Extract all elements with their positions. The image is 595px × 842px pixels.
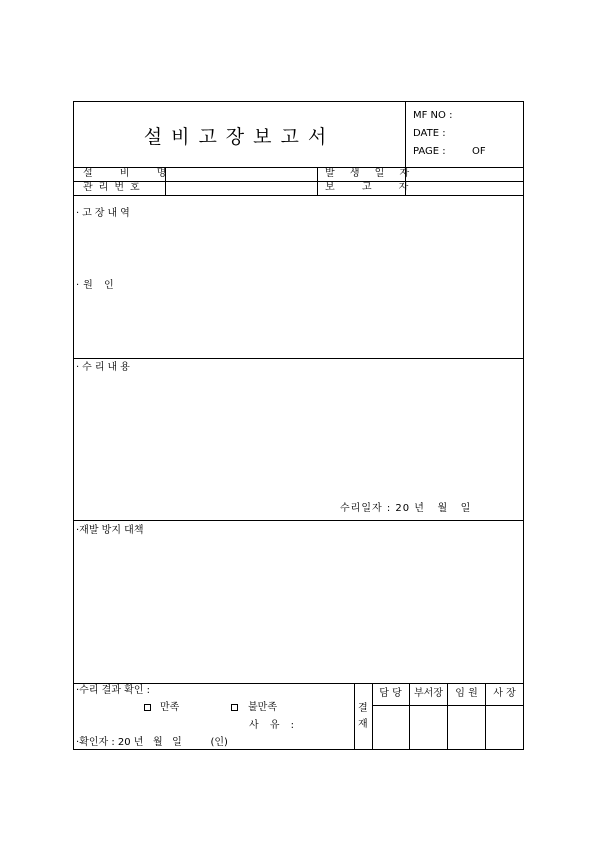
reporter-label: 보 고 자 [325,182,421,193]
prevention-section-bottom [73,683,524,684]
satisfied-label: 만족 [160,702,180,713]
approval-role-president: 사 장 [493,688,516,699]
approval-sign-executive[interactable] [448,706,484,749]
recurrence-prevention-area[interactable] [74,539,523,679]
repair-content-area[interactable] [74,376,523,496]
recurrence-prevention-label: ·재발 방지 대책 [76,525,144,536]
approval-sign-staff[interactable] [373,706,408,749]
approval-block-left [354,683,355,750]
page-of-label: OF [472,146,486,157]
occurrence-date-input[interactable] [406,168,523,180]
approval-sign-president[interactable] [486,706,523,749]
fault-details-label: ·고장내역 [76,208,133,219]
cause-label: ·원 인 [76,280,118,291]
approval-label-1: 결 [358,703,368,714]
unsatisfied-checkbox[interactable] [231,704,238,711]
approval-sign-dept-head[interactable] [410,706,446,749]
form-title: 설비고장보고서 [143,126,336,148]
info-col-divider-2 [317,167,318,195]
reason-field[interactable]: 사 유 : [249,720,299,731]
fault-details-area[interactable] [74,222,523,274]
occurrence-date-label: 발 생 일 자 [325,168,416,179]
approval-role-dept-head: 부서장 [414,688,443,699]
cause-area[interactable] [74,294,523,356]
repair-content-label: ·수리내용 [76,362,133,373]
fault-section-bottom [73,358,524,359]
repair-date-field[interactable]: 수리일자 : 20 년 월 일 [340,503,472,514]
repair-section-bottom [73,520,524,521]
repair-result-label: ·수리 결과 확인 : [76,685,151,696]
info-bottom-line [73,195,524,196]
equipment-name-input[interactable] [166,168,316,180]
page-field[interactable]: PAGE : [413,146,446,157]
approval-role-executive: 임 원 [455,688,478,699]
satisfied-checkbox[interactable] [144,704,151,711]
confirmer-field[interactable]: ·확인자 : 20 년 월 일 (인) [76,737,228,748]
reporter-input[interactable] [406,182,523,194]
mf-no-field[interactable]: MF NO : [413,110,453,121]
approval-label-2: 재 [358,719,368,730]
unsatisfied-label: 불만족 [248,702,277,713]
approval-role-staff: 담 당 [379,688,402,699]
equipment-name-label: 설 비 명 [83,168,179,179]
date-field[interactable]: DATE : [413,128,446,139]
management-no-label: 관리번호 [83,182,146,193]
management-no-input[interactable] [166,182,316,194]
